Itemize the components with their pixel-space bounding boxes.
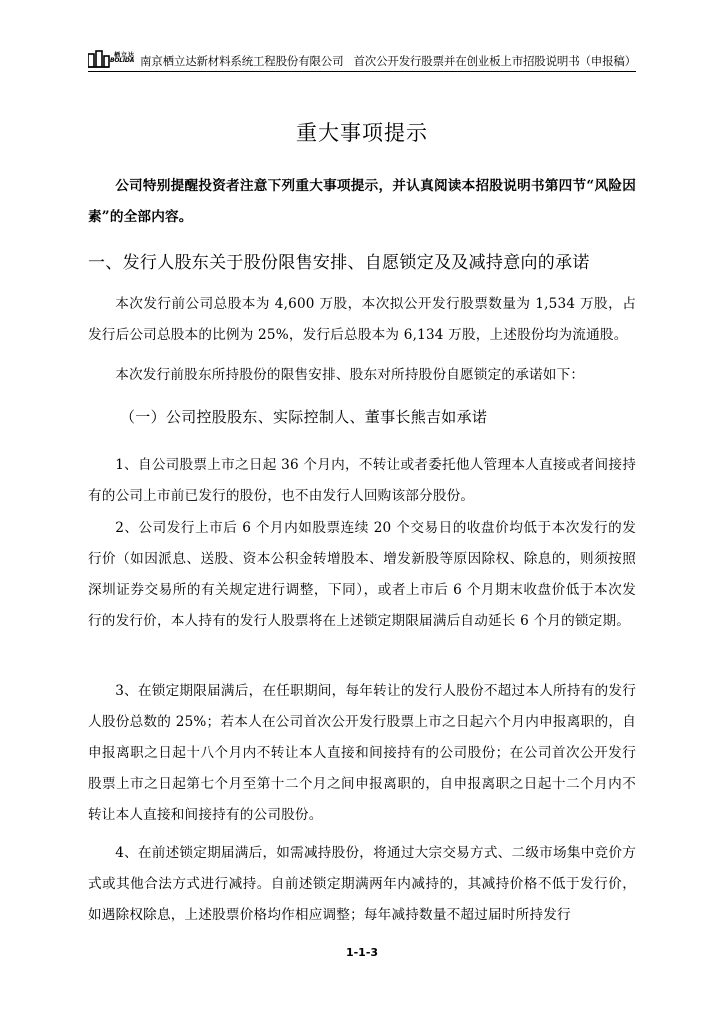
page-header [88, 49, 636, 72]
intro-paragraph: 公司特别提醒投资者注意下列重大事项提示，并认真阅读本招股说明书第四节“风险因素”的全部内容。 [88, 178, 636, 225]
header-document-title: 首次公开发行股票并在创业板上市招股说明书（申报稿） [353, 54, 636, 68]
company-logo [88, 50, 142, 68]
paragraph-item-3: 3、在锁定期限届满后，在任职期间，每年转让的发行人股份不超过本人所持有的发行人股份总数的 25%；若本人在公司首次公开发行股票上市之日起六个月内申报离职的，自申报离职之日起十八个月内不转让本人直接和间接持有的公司股份；在公司首次公开发行股票上市之日起第七个月至第十二个月之间申报离职的，自申报离职之日起十二个月内不转让本人直接和间接持有的公司股份。 [88, 683, 636, 823]
header-company-name: 南京栖立达新材料系统工程股份有限公司 [140, 54, 344, 68]
paragraph-item-1: 1、自公司股票上市之日起 36 个月内，不转让或者委托他人管理本人直接或者间接持有的公司上市前已发行的股份，也不由发行人回购该部分股份。 [88, 457, 636, 504]
paragraph-item-4: 4、在前述锁定期届满后，如需减持股份，将通过大宗交易方式、二级市场集中竞价方式或其他合法方式进行减持。自前述锁定期满两年内减持的，其减持价格不低于发行价，如遇除权除息，上述股票价格均作相应调整；每年减持数量不超过届时所持发行 [88, 845, 636, 923]
logo-text-top: 栖立达 [114, 52, 136, 59]
page-number: 1-1-3 [345, 946, 379, 959]
paragraph-share-capital: 本次发行前公司总股本为 4,600 万股，本次拟公开发行股票数量为 1,534 万股，占发行后公司总股本的比例为 25%，发行后总股本为 6,134 万股，上述股份均为流通股。 [88, 296, 636, 343]
subsection-heading: （一）公司控股股东、实际控制人、董事长熊吉如承诺 [120, 408, 488, 426]
page-title: 重大事项提示 [296, 121, 428, 145]
logo-mark-icon [88, 50, 110, 68]
logo-text-bottom: BOLIDA [110, 57, 135, 64]
section-heading: 一、发行人股东关于股份限售安排、自愿锁定及及减持意向的承诺 [88, 253, 590, 273]
paragraph-item-2: 2、公司发行上市后 6 个月内如股票连续 20 个交易日的收盘价均低于本次发行的发行价（如因派息、送股、资本公积金转增股本、增发新股等原因除权、除息的，则须按照深圳证券交易所的有关规定进行调整，下同），或者上市后 6 个月期末收盘价低于本次发行的发行价，本人持有的发行人股票将在上述锁定期限届满后自动延长 6 个月的锁定期。 [88, 520, 636, 629]
paragraph-commitment-intro: 本次发行前股东所持股份的限售安排、股东对所持股份自愿锁定的承诺如下： [115, 367, 585, 383]
